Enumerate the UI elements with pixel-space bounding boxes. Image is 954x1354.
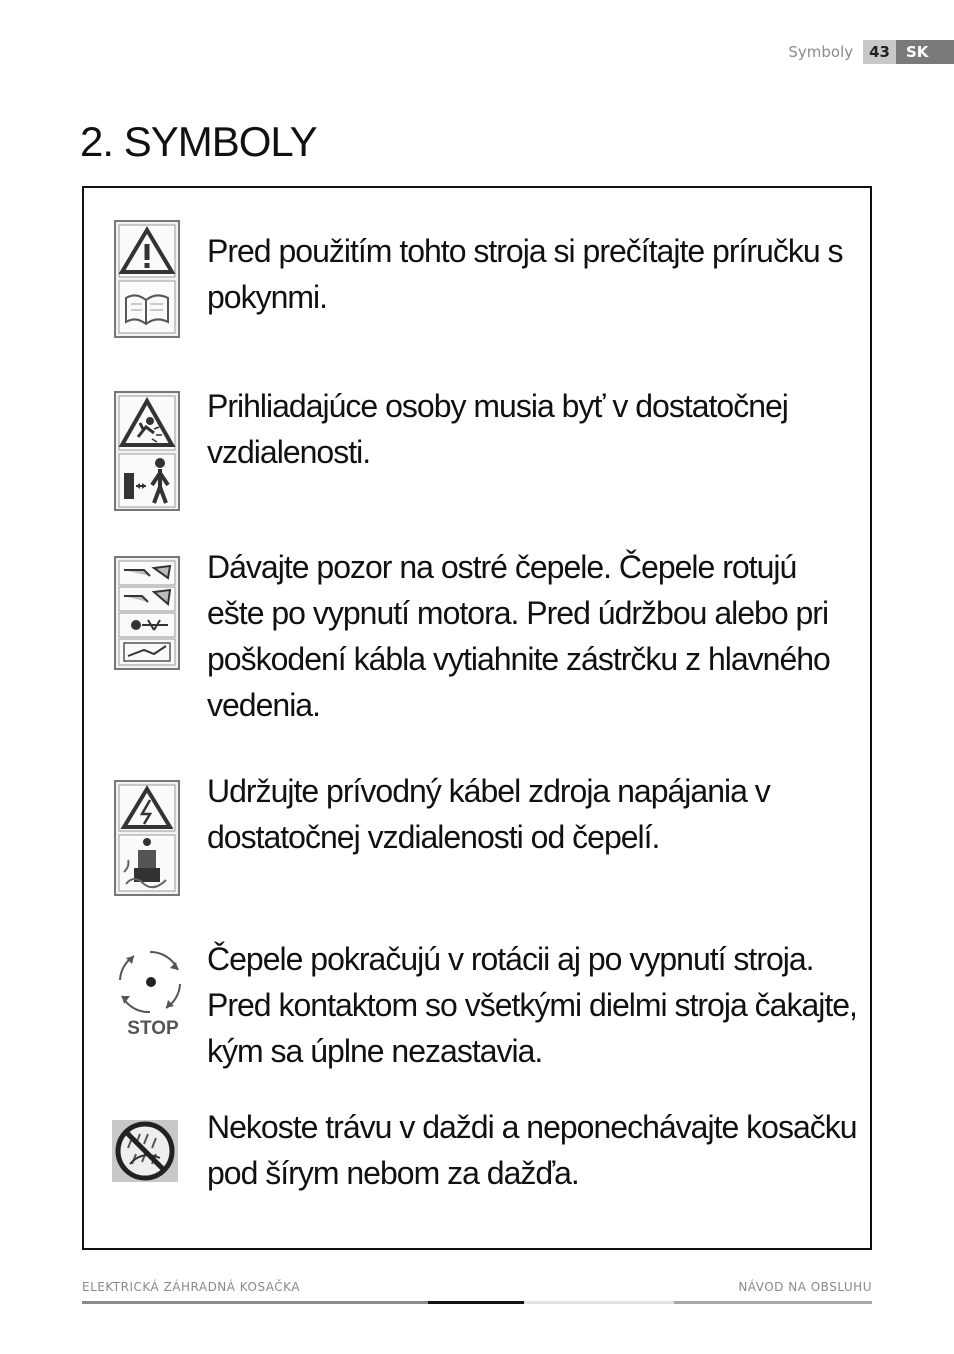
no-mowing-in-rain-icon [112,1120,178,1182]
page-title: 2. SYMBOLY [80,118,317,165]
symbol-text: Čepele pokračujú v rotácii aj po vypnutí stroja. Pred kontaktom so všetkými dielmi stroja čakajte, kým sa úplne nezastavia. [207,941,857,1069]
cable-away-from-blades-icon [114,780,180,896]
symbol-text: Nekoste trávu v daždi a neponechávajte kosačku pod šírym nebom za dažďa. [207,1109,857,1191]
footer-product-name: ELEKTRICKÁ ZÁHRADNÁ KOSAČKA [82,1280,301,1294]
blades-rotating-stop-icon [114,948,186,1042]
sharp-blades-icon [114,556,180,670]
read-manual-icon [114,220,180,338]
page-number: 43 [863,40,896,64]
symbol-text: Dávajte pozor na ostré čepele. Čepele rotujú ešte po vypnutí motora. Pred údržbou alebo pri poškodení kábla vytiahnite zástrčku z hlavného vedenia. [207,549,830,723]
symbol-text: Prihliadajúce osoby musia byť v dostatočnej vzdialenosti. [207,388,788,470]
stop-label: STOP [127,1018,179,1039]
symbols-box [82,186,872,1250]
footer-bar-segment [674,1301,872,1304]
footer-manual-name: NÁVOD NA OBSLUHU [738,1280,872,1294]
footer-bar-segment [82,1301,428,1304]
page-header [788,40,954,64]
symbol-text: Pred použitím tohto stroja si prečítajte príručku s pokynmi. [207,233,843,315]
keep-bystanders-away-icon [114,391,180,511]
footer-bar-segment [428,1301,524,1304]
symbol-text: Udržujte prívodný kábel zdroja napájania v dostatočnej vzdialenosti od čepelí. [207,773,770,855]
section-name: Symboly [788,43,854,61]
language-tab: SK [896,40,954,64]
footer-bar-segment [524,1301,674,1304]
